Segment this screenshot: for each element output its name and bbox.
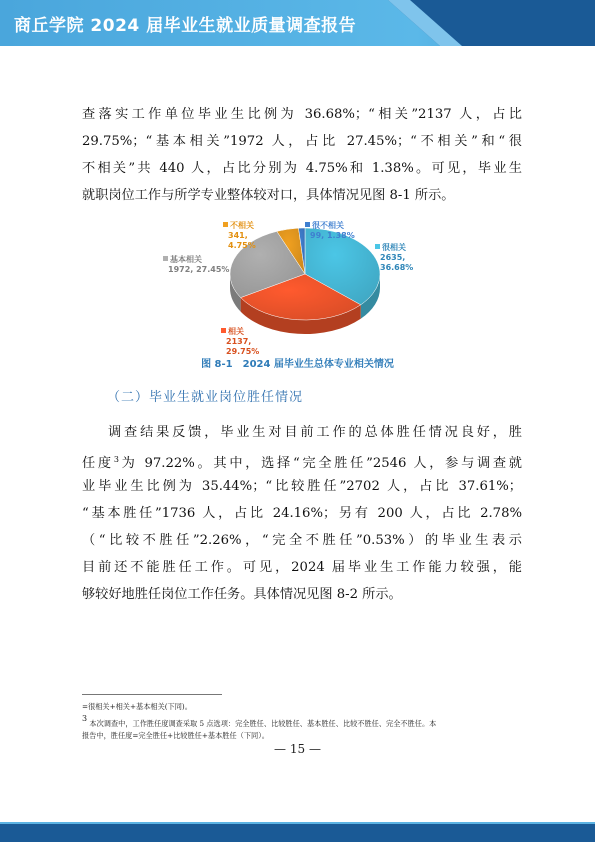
text-line: 不相关”共 440 人，占比分别为 4.75%和 1.38%。可见，毕业生 xyxy=(82,161,522,176)
relevance-pie-chart xyxy=(160,212,440,362)
footnote-mark: 3 xyxy=(82,714,88,723)
text-line: 目前还不能胜任工作。可见，2024 届毕业生工作能力较强，能 xyxy=(82,560,522,575)
footnote-divider xyxy=(82,694,222,695)
footer-banner xyxy=(0,804,595,842)
text-line: 查落实工作单位毕业生比例为 36.68%；“相关”2137 人，占比 xyxy=(82,107,522,122)
text-line: （“比较不胜任”2.26%，“完全不胜任”0.53%）的毕业生表示 xyxy=(82,533,522,548)
pie-label-name: 相关 xyxy=(228,327,244,336)
footnotes xyxy=(82,701,522,742)
footnote-3 xyxy=(82,713,522,730)
pie-label-value: 2137, xyxy=(226,337,252,346)
footer-background xyxy=(0,804,595,842)
pie-label-value: 2635, xyxy=(380,253,406,262)
text-line: “基本胜任”1736 人，占比 24.16%；另有 200 人，占比 2.78% xyxy=(82,506,522,521)
pie-label-2 xyxy=(163,254,229,274)
text-line: 够较好地胜任岗位工作任务。具体情况见图 8-2 所示。 xyxy=(82,587,402,602)
footnote-marker: 3 xyxy=(113,455,119,464)
text-line: 就职岗位工作与所学专业整体较对口，具体情况见图 8-1 所示。 xyxy=(82,188,455,203)
pie-label-value: 1972, 27.45% xyxy=(168,265,230,274)
footnote-3-line2: 报告中，胜任度=完全胜任+比较胜任+基本胜任（下同）。 xyxy=(82,731,269,740)
text-line: 调查结果反馈，毕业生对目前工作的总体胜任情况良好，胜 xyxy=(108,425,522,440)
pie-label-value: 341, xyxy=(228,231,248,240)
page-number: — 15 — xyxy=(274,742,321,756)
pie-label-name: 基本相关 xyxy=(170,255,202,264)
text-segment: 任度 xyxy=(82,456,114,471)
text-line: 业毕业生比例为 35.44%；“比较胜任”2702 人，占比 37.61%； xyxy=(82,479,522,494)
header-banner xyxy=(0,0,595,46)
pie-label-percent: 4.75% xyxy=(228,241,256,250)
pie-label-3 xyxy=(223,220,256,250)
legend-marker xyxy=(221,328,226,333)
text-line xyxy=(82,446,522,473)
pie-label-1 xyxy=(221,326,259,356)
pie-label-percent: 36.68% xyxy=(380,263,414,272)
report-title: 商丘学院 2024 届毕业生就业质量调查报告 xyxy=(14,16,357,36)
legend-marker xyxy=(223,222,228,227)
pie-label-name: 不相关 xyxy=(230,221,254,230)
pie-label-name: 很相关 xyxy=(382,243,406,252)
paragraph-job-competence xyxy=(82,419,522,608)
figure-caption: 图 8-1 2024 届毕业生总体专业相关情况 xyxy=(201,359,394,370)
footnote-text: 本次调查中，工作胜任度调查采取 5 点选项：完全胜任、比较胜任、基本胜任、比较不胜任、完全不胜任。本 xyxy=(89,719,437,728)
pie-label-percent: 29.75% xyxy=(226,347,260,356)
text-segment: 为 97.22%。其中，选择“完全胜任”2546 人，参与调查就 xyxy=(118,456,522,471)
footnote-2-continuation: =很相关+相关+基本相关(下同)。 xyxy=(82,702,192,711)
pie-label-value: 99, 1.38% xyxy=(310,231,355,240)
legend-marker xyxy=(375,244,380,249)
text-line: 29.75%；“基本相关”1972 人，占比 27.45%；“不相关”和“很 xyxy=(82,134,522,149)
pie-label-name: 很不相关 xyxy=(312,221,344,230)
section-heading: （二）毕业生就业岗位胜任情况 xyxy=(107,390,304,405)
legend-marker xyxy=(163,256,168,261)
paragraph-professional-relevance xyxy=(82,101,522,209)
pie-label-0 xyxy=(375,242,413,272)
legend-marker xyxy=(305,222,310,227)
